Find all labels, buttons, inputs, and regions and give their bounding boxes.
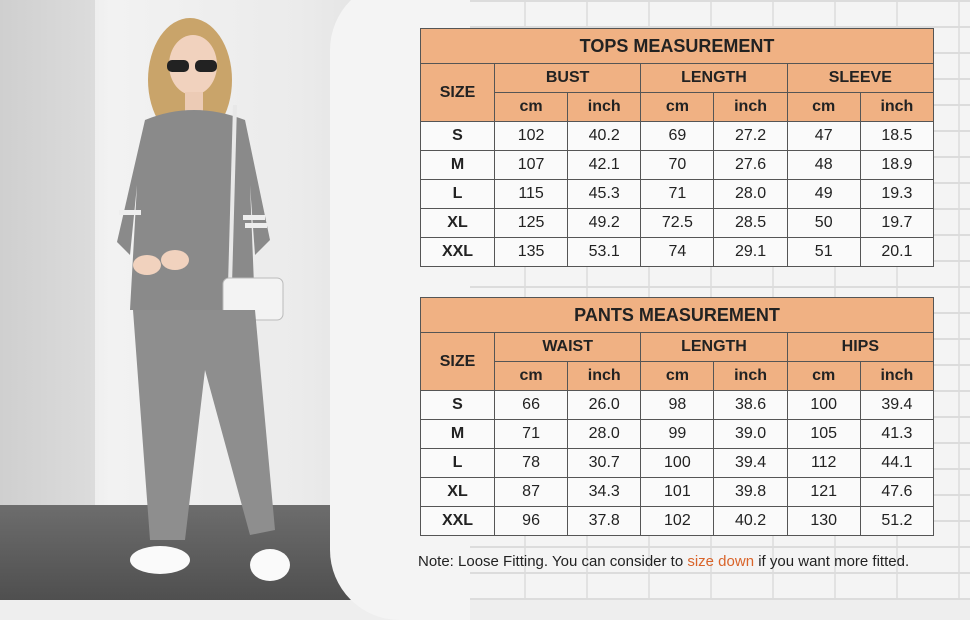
table-cell: 107: [495, 151, 568, 180]
note-highlight: size down: [687, 553, 755, 570]
bust-header: BUST: [495, 64, 641, 93]
unit-header: inch: [568, 362, 641, 391]
table-cell: 34.3: [568, 478, 641, 507]
table-cell: 47: [787, 122, 860, 151]
table-cell: 28.5: [714, 209, 787, 238]
table-cell: 99: [641, 420, 714, 449]
size-cell: S: [421, 391, 495, 420]
unit-header: cm: [495, 93, 568, 122]
table-cell: 101: [641, 478, 714, 507]
table-cell: 37.8: [568, 507, 641, 536]
size-cell: XXL: [421, 507, 495, 536]
table-cell: 135: [495, 238, 568, 267]
table-row: [421, 420, 934, 449]
length-header: LENGTH: [641, 333, 787, 362]
table-cell: 100: [641, 449, 714, 478]
unit-header: inch: [860, 93, 933, 122]
table-cell: 71: [495, 420, 568, 449]
table-cell: 74: [641, 238, 714, 267]
table-cell: 29.1: [714, 238, 787, 267]
pants-table-title: PANTS MEASUREMENT: [421, 298, 934, 333]
table-row: [421, 238, 934, 267]
note-suffix: if you want more fitted.: [754, 553, 910, 570]
unit-header: cm: [641, 93, 714, 122]
table-cell: 30.7: [568, 449, 641, 478]
table-cell: 72.5: [641, 209, 714, 238]
table-cell: 50: [787, 209, 860, 238]
unit-header: inch: [568, 93, 641, 122]
table-cell: 27.6: [714, 151, 787, 180]
unit-header: cm: [787, 93, 860, 122]
note-prefix: Note: Loose Fitting. You can consider to: [418, 553, 688, 570]
table-cell: 78: [495, 449, 568, 478]
table-cell: 28.0: [568, 420, 641, 449]
size-cell: XL: [421, 478, 495, 507]
table-row: [421, 209, 934, 238]
table-cell: 18.9: [860, 151, 933, 180]
size-cell: S: [421, 122, 495, 151]
unit-header: cm: [787, 362, 860, 391]
table-cell: 87: [495, 478, 568, 507]
table-cell: 38.6: [714, 391, 787, 420]
table-cell: 102: [495, 122, 568, 151]
table-cell: 53.1: [568, 238, 641, 267]
table-cell: 28.0: [714, 180, 787, 209]
unit-header: inch: [714, 362, 787, 391]
table-cell: 96: [495, 507, 568, 536]
table-cell: 20.1: [860, 238, 933, 267]
table-cell: 51.2: [860, 507, 933, 536]
table-cell: 98: [641, 391, 714, 420]
unit-header: inch: [860, 362, 933, 391]
table-cell: 39.0: [714, 420, 787, 449]
table-cell: 49.2: [568, 209, 641, 238]
table-cell: 51: [787, 238, 860, 267]
fitting-note: [418, 553, 958, 570]
table-row: [421, 180, 934, 209]
unit-header: cm: [641, 362, 714, 391]
table-cell: 70: [641, 151, 714, 180]
table-cell: 130: [787, 507, 860, 536]
length-header: LENGTH: [641, 64, 787, 93]
table-cell: 18.5: [860, 122, 933, 151]
table-cell: 112: [787, 449, 860, 478]
table-cell: 45.3: [568, 180, 641, 209]
table-cell: 41.3: [860, 420, 933, 449]
sleeve-header: SLEEVE: [787, 64, 933, 93]
size-column-header: SIZE: [421, 333, 495, 391]
size-cell: XL: [421, 209, 495, 238]
waist-header: WAIST: [495, 333, 641, 362]
table-cell: 69: [641, 122, 714, 151]
unit-header: inch: [714, 93, 787, 122]
size-column-header: SIZE: [421, 64, 495, 122]
model-figure: [105, 10, 315, 595]
table-row: [421, 478, 934, 507]
table-cell: 125: [495, 209, 568, 238]
tops-table-title: TOPS MEASUREMENT: [421, 29, 934, 64]
table-cell: 19.7: [860, 209, 933, 238]
table-cell: 105: [787, 420, 860, 449]
table-row: [421, 391, 934, 420]
table-cell: 49: [787, 180, 860, 209]
size-cell: L: [421, 180, 495, 209]
table-cell: 100: [787, 391, 860, 420]
table-cell: 39.4: [714, 449, 787, 478]
size-cell: XXL: [421, 238, 495, 267]
hips-header: HIPS: [787, 333, 933, 362]
table-cell: 19.3: [860, 180, 933, 209]
table-cell: 48: [787, 151, 860, 180]
table-cell: 39.4: [860, 391, 933, 420]
tops-measurement-table: [420, 28, 934, 267]
wall-corner: [0, 0, 95, 520]
size-cell: L: [421, 449, 495, 478]
table-row: [421, 151, 934, 180]
table-cell: 102: [641, 507, 714, 536]
table-cell: 115: [495, 180, 568, 209]
unit-header: cm: [495, 362, 568, 391]
table-row: [421, 449, 934, 478]
size-cell: M: [421, 420, 495, 449]
table-cell: 40.2: [714, 507, 787, 536]
size-cell: M: [421, 151, 495, 180]
table-cell: 26.0: [568, 391, 641, 420]
table-cell: 39.8: [714, 478, 787, 507]
table-cell: 27.2: [714, 122, 787, 151]
table-cell: 42.1: [568, 151, 641, 180]
table-cell: 71: [641, 180, 714, 209]
table-cell: 47.6: [860, 478, 933, 507]
table-cell: 121: [787, 478, 860, 507]
table-cell: 40.2: [568, 122, 641, 151]
table-row: [421, 122, 934, 151]
table-row: [421, 507, 934, 536]
table-cell: 44.1: [860, 449, 933, 478]
table-cell: 66: [495, 391, 568, 420]
pants-measurement-table: [420, 297, 934, 536]
